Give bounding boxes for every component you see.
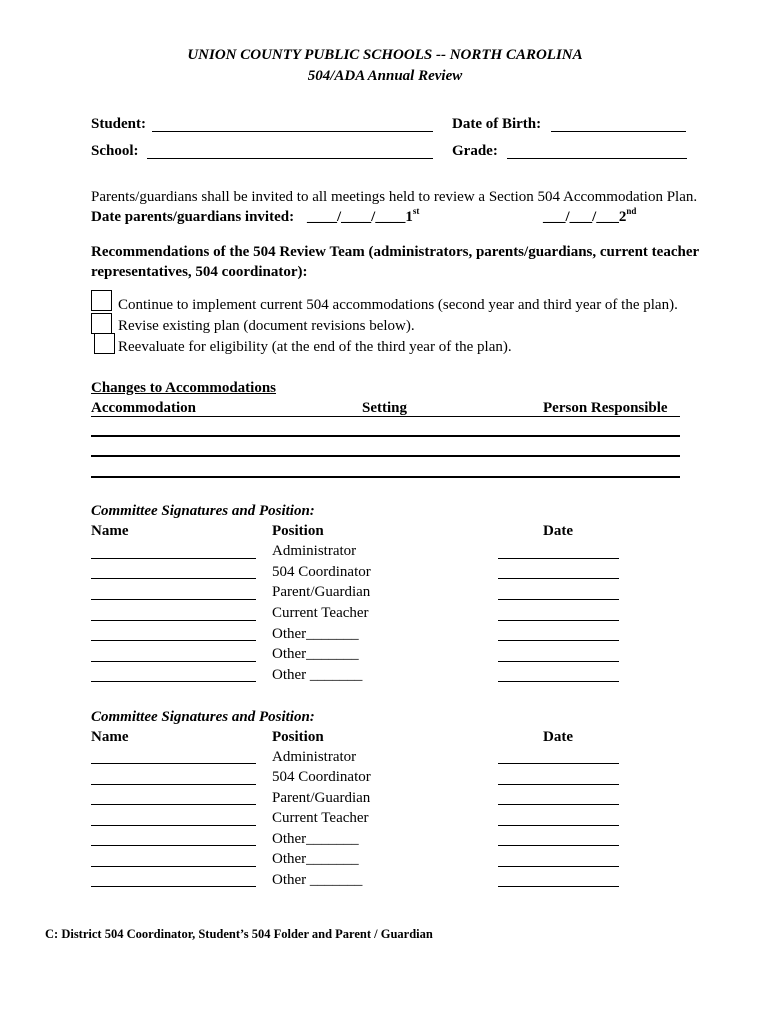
signature-name-line[interactable] [91,640,256,641]
position-label: Administrator [272,543,357,559]
signature-date-line[interactable] [498,825,619,826]
col-date: Date [543,729,573,745]
signature-name-line[interactable] [91,763,256,764]
signature-date-line[interactable] [498,640,619,641]
recommendations-heading-2: representatives, 504 coordinator): [91,264,308,280]
change-line[interactable] [91,455,680,457]
continue-checkbox[interactable] [91,290,112,311]
position-label: 504 Coordinator [272,769,371,785]
signature-date-line[interactable] [498,599,619,600]
signature-date-line[interactable] [498,620,619,621]
signature-name-line[interactable] [91,661,256,662]
position-label[interactable]: Other _______ [272,667,363,683]
signature-name-line[interactable] [91,620,256,621]
signature-date-line[interactable] [498,866,619,867]
invite-date-first[interactable] [307,206,420,226]
signature-name-line[interactable] [91,681,256,682]
col-date: Date [543,523,573,539]
col-setting: Setting [362,400,407,416]
col-accommodation: Accommodation [91,400,196,416]
position-label: Administrator [272,749,357,765]
change-line[interactable] [91,476,680,478]
col-name: Name [91,729,129,745]
recommendations-heading-1: Recommendations of the 504 Review Team (administrators, parents/guardians, current teacher [91,244,700,260]
invite-second-sup: nd [626,206,637,216]
invite-second-blank: ___/___/___ [543,209,619,225]
signature-name-line[interactable] [91,825,256,826]
change-line[interactable] [91,435,680,437]
position-label[interactable]: Other_______ [272,851,359,867]
position-label[interactable]: Other_______ [272,646,359,662]
position-label: Current Teacher [272,810,369,826]
option-continue: Continue to implement current 504 accommodations (second year and third year of the plan). [118,297,678,313]
col-name: Name [91,523,129,539]
reevaluate-checkbox[interactable] [94,333,115,354]
signature-name-line[interactable] [91,804,256,805]
invite-text: Parents/guardians shall be invited to all meetings held to review a Section 504 Accommodation Plan. [91,189,698,205]
invite-first-blank: ____/____/____ [307,209,406,225]
signature-date-line[interactable] [498,558,619,559]
committee-heading: Committee Signatures and Position: [91,709,315,725]
form-title: UNION COUNTY PUBLIC SCHOOLS -- NORTH CAROLINA [187,47,583,63]
signature-name-line[interactable] [91,866,256,867]
invite-date-second[interactable] [543,206,637,226]
grade-label: Grade: [452,143,498,159]
changes-heading: Changes to Accommodations [91,380,277,396]
signature-name-line[interactable] [91,558,256,559]
dob-label: Date of Birth: [452,116,542,132]
position-label: Current Teacher [272,605,369,621]
grade-field[interactable] [507,158,687,159]
position-label[interactable]: Other_______ [272,831,359,847]
signature-date-line[interactable] [498,886,619,887]
position-label: 504 Coordinator [272,564,371,580]
signature-name-line[interactable] [91,578,256,579]
invite-first-num: 1 [405,209,413,225]
col-position: Position [272,729,324,745]
form-subtitle: 504/ADA Annual Review [307,68,463,84]
position-label[interactable]: Other _______ [272,872,363,888]
signature-name-line[interactable] [91,886,256,887]
school-field[interactable] [147,158,433,159]
changes-header-rule [91,416,680,417]
copies-footer: C: District 504 Coordinator, Student’s 504 Folder and Parent / Guardian [45,927,433,941]
student-label: Student: [91,116,147,132]
dob-field[interactable] [551,131,686,132]
signature-date-line[interactable] [498,578,619,579]
col-person-responsible: Person Responsible [543,400,668,416]
signature-date-line[interactable] [498,763,619,764]
student-field[interactable] [152,131,433,132]
signature-date-line[interactable] [498,784,619,785]
option-reevaluate: Reevaluate for eligibility (at the end of the third year of the plan). [118,339,512,355]
option-revise: Revise existing plan (document revisions below). [118,318,415,334]
signature-date-line[interactable] [498,804,619,805]
invite-second-num: 2 [618,209,627,225]
school-label: School: [91,143,139,159]
signature-date-line[interactable] [498,661,619,662]
position-label: Parent/Guardian [272,584,371,600]
position-label[interactable]: Other_______ [272,626,359,642]
invite-date-label: Date parents/guardians invited: [91,209,295,225]
committee-heading: Committee Signatures and Position: [91,503,315,519]
signature-name-line[interactable] [91,599,256,600]
signature-date-line[interactable] [498,845,619,846]
position-label: Parent/Guardian [272,790,371,806]
signature-date-line[interactable] [498,681,619,682]
invite-first-sup: st [412,206,420,216]
revise-checkbox[interactable] [91,313,112,334]
signature-name-line[interactable] [91,845,256,846]
signature-name-line[interactable] [91,784,256,785]
col-position: Position [272,523,324,539]
